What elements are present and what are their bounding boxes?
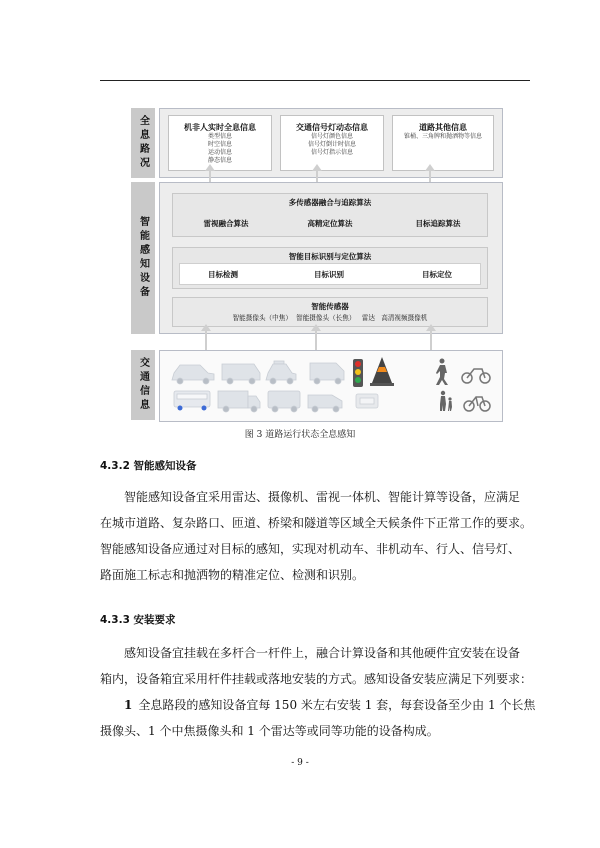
recognition-item: 目标检测 bbox=[208, 270, 238, 279]
traffic-light-icon bbox=[353, 359, 363, 387]
traffic-info-panel bbox=[159, 350, 503, 422]
road-card-title: 机非人实时全息信息 bbox=[184, 123, 256, 132]
traffic-cone-icon bbox=[370, 357, 394, 386]
band-label-road-status: 全息路况 bbox=[131, 108, 155, 178]
fusion-title: 多传感器融合与追踪算法 bbox=[288, 198, 372, 207]
road-card-line: 信号灯指示信息 bbox=[310, 149, 353, 156]
heading-4-3-2: 4.3.2 智能感知设备 bbox=[100, 460, 197, 472]
band-label-traffic-info: 交通信息 bbox=[131, 350, 155, 420]
coach-icon bbox=[268, 391, 300, 412]
bus-icon bbox=[174, 391, 210, 411]
van-icon bbox=[222, 364, 260, 384]
recognition-title: 智能目标识别与定位算法 bbox=[288, 252, 372, 261]
construction-vehicle-icon bbox=[308, 395, 342, 412]
road-card-other bbox=[392, 115, 494, 171]
text-line: 在城市道路、复杂路口、匝道、桥梁和隧道等区域全天候条件下正常工作的要求。 bbox=[100, 516, 533, 530]
pedestrian-icon bbox=[436, 359, 448, 386]
figure-caption: 图 3 道路运行状态全息感知 bbox=[244, 430, 356, 440]
road-card-nonmotor bbox=[168, 115, 272, 171]
band-label-smart-devices: 智能感知设备 bbox=[131, 182, 155, 334]
recognition-item: 目标识别 bbox=[314, 270, 344, 279]
header-rule bbox=[100, 80, 530, 81]
text-line: 智能感知设备宜采用雷达、摄像机、雷视一体机、智能计算等设备，应满足 bbox=[124, 490, 521, 504]
motorcycle-icon bbox=[462, 369, 490, 383]
sensor-item: 智能摄像头（长焦） bbox=[296, 314, 356, 322]
sensor-item: 智能摄像头（中焦） bbox=[232, 314, 292, 322]
paragraph-4-3-3 bbox=[100, 640, 536, 744]
recognition-item: 目标定位 bbox=[422, 270, 452, 279]
recognition-algorithm-box bbox=[172, 247, 488, 289]
list-item bbox=[100, 692, 536, 718]
page-number: - 9 - bbox=[291, 758, 309, 768]
fusion-algorithm-box bbox=[172, 193, 488, 237]
text-line: 摄像头、1 个中焦摄像头和 1 个雷达等或同等功能的设备构成。 bbox=[100, 724, 439, 738]
road-card-line: 锥桶、三角牌和抛洒物等信息 bbox=[403, 133, 482, 140]
fusion-item: 高精定位算法 bbox=[307, 219, 353, 228]
road-card-line: 时空信息 bbox=[207, 141, 232, 148]
bicycle-icon bbox=[464, 397, 490, 411]
text-line: 智能感知设备应通过对目标的感知，实现对机动车、非机动车、行人、信号灯、 bbox=[100, 542, 521, 556]
sensor-list bbox=[173, 312, 487, 322]
smart-devices-panel bbox=[159, 182, 503, 334]
taxi-icon bbox=[266, 361, 296, 384]
truck-icon bbox=[218, 391, 260, 412]
list-item-number: 1 bbox=[124, 698, 133, 712]
traffic-icons bbox=[160, 351, 502, 421]
road-card-title: 交通信号灯动态信息 bbox=[296, 123, 368, 132]
sensor-item: 雷达 bbox=[361, 314, 375, 322]
text-line: 路面施工标志和抛洒物的精准定位、检测和识别。 bbox=[100, 568, 365, 582]
minibus-icon bbox=[310, 363, 344, 384]
list-item-text: 全息路段的感知设备宜每 150 米左右安装 1 套，每套设备至少由 1 个长焦 bbox=[138, 698, 536, 712]
road-card-line: 类型信息 bbox=[207, 133, 232, 140]
sensor-title: 智能传感器 bbox=[311, 302, 349, 311]
fusion-item: 目标追踪算法 bbox=[415, 219, 461, 228]
heading-4-3-3: 4.3.3 安装要求 bbox=[100, 614, 176, 626]
car-icon bbox=[172, 365, 214, 384]
fusion-item: 雷视融合算法 bbox=[203, 219, 249, 228]
recognition-strip bbox=[179, 263, 481, 285]
road-card-line: 信号灯颜色信息 bbox=[310, 133, 353, 140]
road-card-signal bbox=[280, 115, 384, 171]
sensor-item: 高清视频摄像机 bbox=[381, 314, 428, 322]
text-line: 感知设备宜挂载在多杆合一杆件上，融合计算设备和其他硬件宜安装在设备 bbox=[124, 646, 521, 660]
sensor-box bbox=[172, 297, 488, 327]
road-card-line: 信号灯倒计时信息 bbox=[307, 141, 356, 148]
text-line: 箱内，设备箱宜采用杆件挂载或落地安装的方式。感知设备安装应满足下列要求： bbox=[100, 672, 533, 686]
architecture-diagram bbox=[131, 108, 503, 422]
road-card-line: 静态信息 bbox=[207, 157, 232, 164]
paragraph-4-3-2 bbox=[100, 484, 533, 588]
road-card-line: 运动信息 bbox=[207, 149, 232, 156]
pedestrian-family-icon bbox=[440, 391, 452, 411]
road-sign-icon bbox=[356, 394, 378, 408]
road-card-title: 道路其他信息 bbox=[419, 123, 467, 132]
